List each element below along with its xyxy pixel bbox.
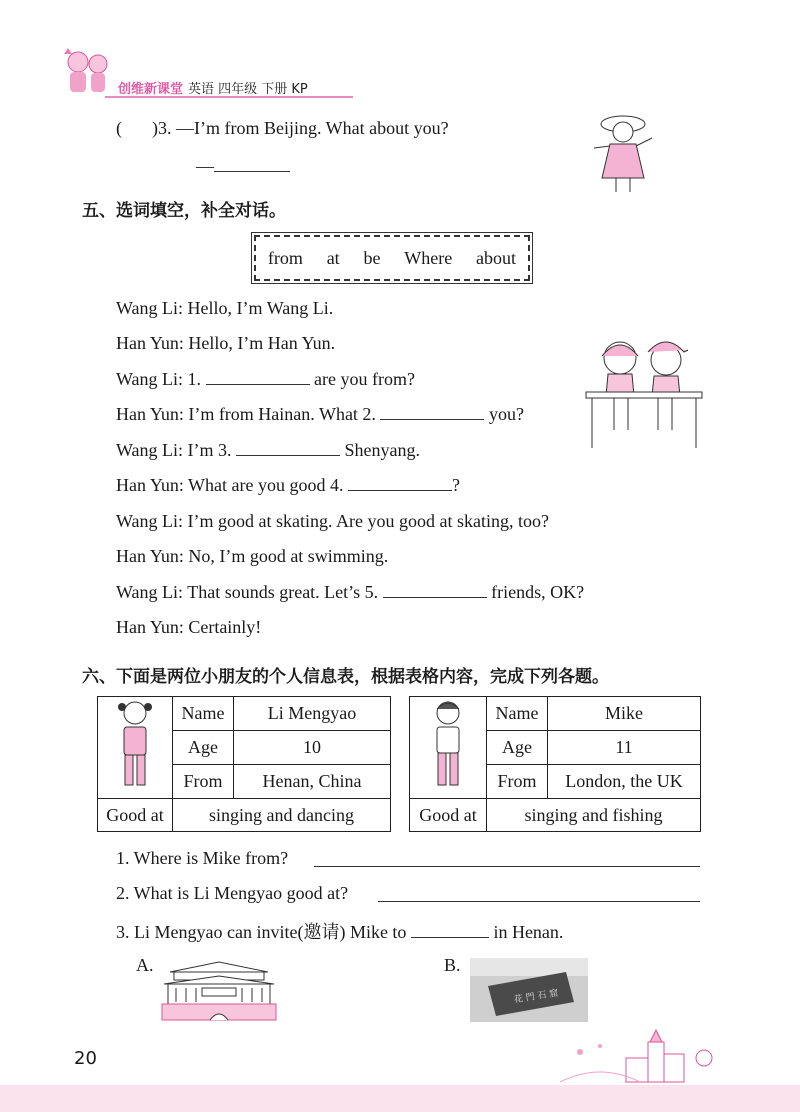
footer-bar bbox=[0, 1085, 800, 1112]
name-value: Li Mengyao bbox=[234, 697, 391, 731]
section6-title: 六、下面是两位小朋友的个人信息表，根据表格内容，完成下列各题。 bbox=[82, 667, 609, 687]
dialogue-line bbox=[116, 333, 335, 354]
dialogue-line bbox=[116, 582, 584, 603]
dialogue-line bbox=[116, 475, 460, 496]
name-value: Mike bbox=[548, 697, 701, 731]
name-label: Name bbox=[173, 697, 234, 731]
dialogue-text: ? bbox=[451, 475, 460, 495]
dialogue-line bbox=[116, 369, 415, 390]
girl-portrait-illustration bbox=[110, 697, 160, 793]
section5-title: 五、选词填空，补全对话。 bbox=[82, 201, 286, 221]
from-value: London, the UK bbox=[548, 765, 701, 799]
dialogue-text: you? bbox=[488, 404, 524, 424]
q3-paren-open: ( bbox=[116, 118, 122, 138]
girl-with-hat-illustration bbox=[588, 108, 658, 194]
good-at-value: singing and dancing bbox=[173, 799, 391, 832]
blank-5[interactable] bbox=[383, 583, 487, 598]
option-b-label: B. bbox=[444, 955, 461, 975]
header-brand: 创维新课堂 bbox=[118, 82, 184, 97]
dialogue-text: Han Yun: Hello, I’m Han Yun. bbox=[116, 333, 336, 353]
boy-portrait-cell bbox=[410, 697, 487, 799]
q3-paren-close: ) bbox=[152, 118, 158, 138]
longmen-grottoes-stone-photo bbox=[470, 958, 588, 1022]
option-a-label: A. bbox=[136, 955, 154, 975]
word-bank-word: at bbox=[326, 247, 340, 268]
question-3-text: 3. Li Mengyao can invite(邀请) Mike to bbox=[116, 922, 407, 942]
from-label: From bbox=[487, 765, 548, 799]
dialogue-text: Han Yun: Certainly! bbox=[116, 617, 262, 637]
q3-text: 3. —I’m from Beijing. What about you? bbox=[158, 118, 449, 138]
dialogue-text: are you from? bbox=[314, 369, 415, 389]
blank-1[interactable] bbox=[206, 370, 310, 385]
word-bank-word: about bbox=[476, 247, 517, 268]
age-value: 10 bbox=[234, 731, 391, 765]
dialogue-line bbox=[116, 617, 261, 638]
question-2-text: 2. What is Li Mengyao good at? bbox=[116, 883, 349, 903]
word-bank-word: Where bbox=[404, 247, 453, 268]
age-label: Age bbox=[173, 731, 234, 765]
age-value: 11 bbox=[548, 731, 701, 765]
question-3-blank[interactable] bbox=[411, 923, 489, 938]
dialogue-text: Han Yun: I’m from Hainan. What 2. bbox=[116, 404, 376, 424]
good-at-label: Good at bbox=[410, 799, 487, 832]
page-number: 20 bbox=[74, 1048, 97, 1069]
info-table-li-mengyao bbox=[97, 696, 391, 832]
dialogue-text: Wang Li: That sounds great. Let’s 5. bbox=[116, 582, 379, 602]
question-1-answer-line[interactable] bbox=[314, 852, 700, 867]
question-2-answer-line[interactable] bbox=[378, 887, 700, 902]
dialogue-text: Shenyang. bbox=[344, 440, 421, 460]
castle-decoration-icon bbox=[540, 1022, 740, 1088]
good-at-value: singing and fishing bbox=[487, 799, 701, 832]
from-value: Henan, China bbox=[234, 765, 391, 799]
dialogue-line bbox=[116, 298, 333, 319]
question-3-text-end: in Henan. bbox=[493, 922, 564, 942]
question-2 bbox=[116, 883, 348, 904]
girl-portrait-cell bbox=[98, 697, 173, 799]
word-bank-word: from bbox=[267, 247, 303, 268]
stone-inscription: 花 門 石 窟 bbox=[513, 988, 560, 1006]
dialogue-text: Han Yun: What are you good 4. bbox=[116, 475, 344, 495]
good-at-label: Good at bbox=[98, 799, 173, 832]
q3-answer-dash: — bbox=[196, 156, 214, 176]
question-1 bbox=[116, 848, 288, 869]
word-bank-box bbox=[254, 235, 530, 281]
two-girls-desk-illustration bbox=[584, 330, 704, 450]
info-table-mike bbox=[409, 696, 701, 832]
name-label: Name bbox=[487, 697, 548, 731]
blank-4[interactable] bbox=[348, 476, 452, 491]
q3-answer-line bbox=[196, 156, 290, 177]
blank-3[interactable] bbox=[236, 441, 340, 456]
dialogue-text: Wang Li: I’m 3. bbox=[116, 440, 232, 460]
dialogue-line bbox=[116, 546, 388, 567]
header-subtitle: 英语 四年级 下册 KP bbox=[188, 82, 308, 97]
age-label: Age bbox=[487, 731, 548, 765]
dialogue-text: Wang Li: Hello, I’m Wang Li. bbox=[116, 298, 334, 318]
dialogue-text: Wang Li: 1. bbox=[116, 369, 202, 389]
question-3 bbox=[116, 918, 563, 944]
dialogue-line bbox=[116, 404, 524, 425]
question-1-text: 1. Where is Mike from? bbox=[116, 848, 289, 868]
boy-portrait-illustration bbox=[423, 697, 473, 793]
q3-line bbox=[116, 118, 449, 139]
word-bank-word: be bbox=[363, 247, 381, 268]
dialogue-line bbox=[116, 511, 549, 532]
q3-answer-blank[interactable] bbox=[214, 157, 290, 172]
dialogue-text: Han Yun: No, I’m good at swimming. bbox=[116, 546, 389, 566]
dialogue-text: friends, OK? bbox=[491, 582, 585, 602]
blank-2[interactable] bbox=[380, 405, 484, 420]
dialogue-line bbox=[116, 440, 420, 461]
from-label: From bbox=[173, 765, 234, 799]
palace-museum-illustration bbox=[160, 958, 278, 1022]
dialogue-text: Wang Li: I’m good at skating. Are you good at skating, too? bbox=[116, 511, 549, 531]
